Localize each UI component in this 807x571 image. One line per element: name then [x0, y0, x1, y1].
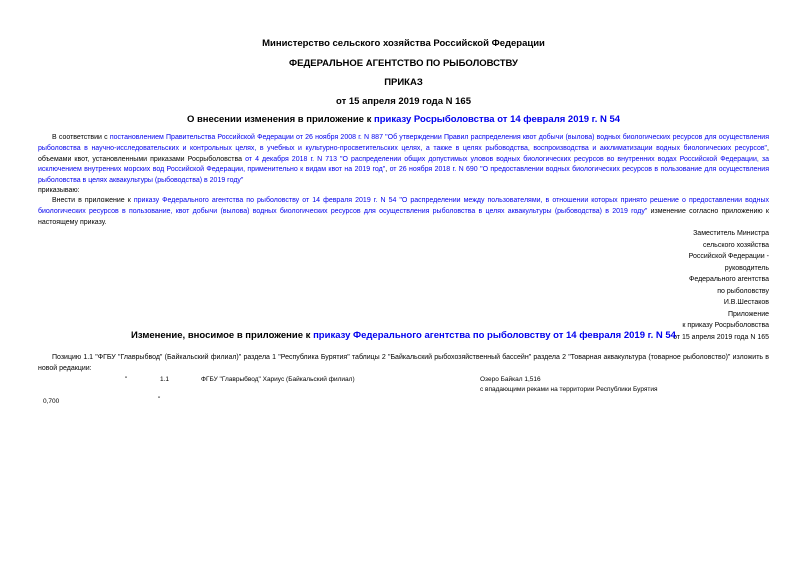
quote-open: "	[125, 376, 128, 383]
quote-close: "	[158, 396, 161, 403]
signature-line: Заместитель Министра	[693, 230, 769, 237]
p1-text-c: ,	[385, 166, 390, 174]
paragraph-amendment	[38, 196, 769, 228]
signature-line: руководитель	[724, 264, 769, 272]
doc-type-heading: ПРИКАЗ	[384, 77, 423, 88]
link-order-54[interactable]: приказу Федерального агентства по рыболовству от 14 февраля 2019 г. N 54 "О распределении между пользователями, в отношении которых принято решение о предоставлении водных биологических ресурсов в пользование, квот добычи (вылова) водных биологических ресурсов для осуществления рыболовства в целях аквакультуры (рыбоводства) в 2019 году"	[38, 197, 770, 215]
p1-text-a: В соответствии с	[52, 134, 110, 141]
signature-block	[569, 228, 769, 343]
signature-line: к приказу Росрыболовства	[682, 322, 769, 329]
signature-line: Российской Федерации -	[688, 253, 769, 260]
paragraph-basis	[38, 133, 769, 187]
signature-line: Федерального агентства	[689, 276, 769, 283]
signature-line: Приложение	[727, 310, 769, 318]
subject-prefix: О внесении изменения в приложение к	[186, 114, 374, 125]
link-order-713[interactable]: от 4 декабря 2018 г. N 713 "О распределении общих допустимых уловов водных биологических ресурсов во внутренних водах Российской Федерации, за исключением внутренних морских вод Российской Федерации, применительно к видам квот на 2019 год"	[38, 155, 769, 174]
subject-link[interactable]: приказу Росрыболовства от 14 февраля 2019 г. N 54	[373, 114, 621, 125]
row-value: 0,700	[43, 398, 60, 405]
link-order-690[interactable]: от 26 ноября 2018 г. N 690 "О предоставлении водных биологических ресурсов в пользование для осуществления рыболовства в целях аквакультуры (рыбоводства) в 2019 году"	[38, 166, 769, 185]
signature-line: сельского хозяйства	[702, 241, 769, 249]
paragraph-order-word: приказываю:	[38, 187, 80, 194]
row-number: 1.1	[160, 376, 170, 383]
row-organization: ФГБУ "Главрыбвод" Хариус (Байкальский филиал)	[201, 376, 355, 383]
p3-text-b: изменение согласно приложению к настоящему приказу.	[38, 207, 769, 226]
signature-line: от 15 апреля 2019 года N 165	[673, 333, 769, 341]
row-water-body: Озеро Байкал 1,516	[480, 376, 541, 383]
agency-heading: ФЕДЕРАЛЬНОЕ АГЕНТСТВО ПО РЫБОЛОВСТВУ	[289, 58, 518, 69]
signature-line: по рыболовству	[717, 287, 769, 295]
p3-text-a: Внести в приложение к	[52, 197, 134, 204]
appendix-paragraph: Позицию 1.1 "ФГБУ "Главрыбвод" (Байкальский филиал)" раздела 1 "Республика Бурятия" таблицы 2 "Байкальский рыбохозяйственный бассейн" раздела 2 "Товарная аквакультура (товарное рыболовство)" изложить в новой редакции:	[38, 354, 769, 372]
row-water-body-2: с впадающими реками на территории Республики Бурятия	[480, 386, 658, 393]
signature-line: И.В.Шестаков	[723, 299, 769, 306]
doc-subject	[0, 114, 807, 125]
ministry-heading: Министерство сельского хозяйства Российской Федерации	[262, 38, 545, 49]
appendix-title-link[interactable]: приказу Федерального агентства по рыболовству от 14 февраля 2019 г. N 54	[313, 330, 676, 341]
p1-text-b: , объемами квот, установленными приказами Росрыболовства	[38, 144, 769, 163]
appendix-title-prefix: Изменение, вносимое в приложение к	[131, 330, 314, 341]
doc-date: от 15 апреля 2019 года N 165	[336, 96, 471, 107]
appendix-title	[0, 330, 807, 341]
link-resolution-887[interactable]: постановлением Правительства Российской Федерации от 26 ноября 2008 г. N 887 "Об утверждении Правил распределения квот добычи (вылова) водных биологических ресурсов для осуществления рыболовства в научно-исследовательских и контрольных целях, в учебных и культурно-просветительских целях, а также в целях рыбоводства, воспроизводства и акклиматизации водных биологических ресурсов"	[38, 134, 769, 152]
